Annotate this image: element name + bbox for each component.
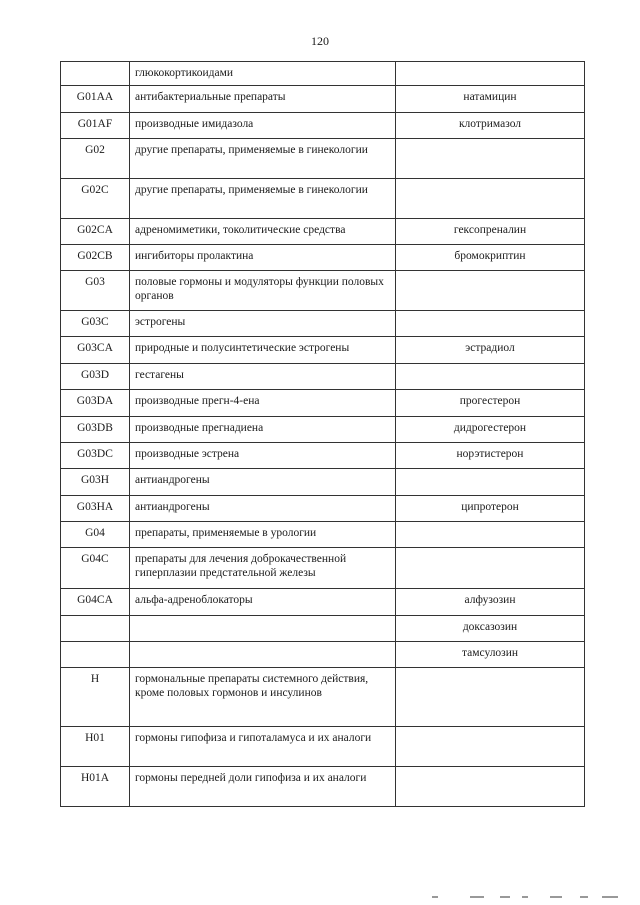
drug-cell: норэтистерон <box>396 443 585 469</box>
table-row <box>61 548 585 589</box>
drug-cell <box>396 311 585 337</box>
drug-cell: прогестерон <box>396 390 585 417</box>
table-row <box>61 616 585 642</box>
table-row <box>61 496 585 522</box>
code-cell: G04 <box>61 522 130 548</box>
name-cell: производные имидазола <box>130 113 396 139</box>
name-cell: производные прегн-4-ена <box>130 390 396 417</box>
code-cell: H01 <box>61 727 130 767</box>
name-cell: альфа-адреноблокаторы <box>130 589 396 616</box>
drug-cell <box>396 767 585 807</box>
code-cell: G04C <box>61 548 130 589</box>
table-row <box>61 417 585 443</box>
drug-cell: ципротерон <box>396 496 585 522</box>
drug-cell <box>396 469 585 496</box>
code-cell: G03DA <box>61 390 130 417</box>
code-cell: H <box>61 668 130 727</box>
drug-cell: бромокриптин <box>396 245 585 271</box>
code-cell: G03HA <box>61 496 130 522</box>
drug-cell <box>396 271 585 311</box>
table-row <box>61 767 585 807</box>
table-row <box>61 271 585 311</box>
name-cell: другие препараты, применяемые в гинекологии <box>130 179 396 219</box>
code-cell: G01AA <box>61 86 130 113</box>
drug-cell: алфузозин <box>396 589 585 616</box>
name-cell: препараты для лечения доброкачественной гиперплазии предстательной железы <box>130 548 396 589</box>
name-cell: ингибиторы пролактина <box>130 245 396 271</box>
name-cell: природные и полусинтетические эстрогены <box>130 337 396 364</box>
table-row <box>61 337 585 364</box>
drug-cell <box>396 179 585 219</box>
code-cell: G03H <box>61 469 130 496</box>
table-row <box>61 522 585 548</box>
code-cell <box>61 616 130 642</box>
drug-cell <box>396 139 585 179</box>
code-cell: G01AF <box>61 113 130 139</box>
code-cell: H01A <box>61 767 130 807</box>
code-cell: G02CB <box>61 245 130 271</box>
drug-cell <box>396 668 585 727</box>
code-cell: G02 <box>61 139 130 179</box>
name-cell: производные прегнадиена <box>130 417 396 443</box>
table-row <box>61 390 585 417</box>
code-cell: G04CA <box>61 589 130 616</box>
name-cell <box>130 642 396 668</box>
code-cell: G03D <box>61 364 130 390</box>
table-row <box>61 62 585 86</box>
name-cell: антиандрогены <box>130 496 396 522</box>
code-cell: G03 <box>61 271 130 311</box>
table-row <box>61 219 585 245</box>
code-cell: G03DC <box>61 443 130 469</box>
code-cell: G02C <box>61 179 130 219</box>
table-row <box>61 642 585 668</box>
name-cell: гормональные препараты системного действия, кроме половых гормонов и инсулинов <box>130 668 396 727</box>
drug-cell: дидрогестерон <box>396 417 585 443</box>
table-row <box>61 443 585 469</box>
name-cell: глюкокортикоидами <box>130 62 396 86</box>
drug-cell: тамсулозин <box>396 642 585 668</box>
name-cell: гормоны передней доли гипофиза и их аналоги <box>130 767 396 807</box>
name-cell: антиандрогены <box>130 469 396 496</box>
table-row <box>61 364 585 390</box>
name-cell: другие препараты, применяемые в гинекологии <box>130 139 396 179</box>
code-cell: G03CA <box>61 337 130 364</box>
name-cell: половые гормоны и модуляторы функции половых органов <box>130 271 396 311</box>
drug-cell <box>396 62 585 86</box>
code-cell <box>61 642 130 668</box>
name-cell: производные эстрена <box>130 443 396 469</box>
drug-classification-table <box>60 61 585 807</box>
drug-cell: гексопреналин <box>396 219 585 245</box>
page-number: 120 <box>311 34 329 48</box>
code-cell <box>61 62 130 86</box>
drug-cell: клотримазол <box>396 113 585 139</box>
code-cell: G03DB <box>61 417 130 443</box>
table-row <box>61 113 585 139</box>
name-cell: антибактериальные препараты <box>130 86 396 113</box>
scan-artifact-marks <box>430 893 630 901</box>
drug-cell: доксазозин <box>396 616 585 642</box>
code-cell: G02CA <box>61 219 130 245</box>
table-row <box>61 86 585 113</box>
name-cell: гормоны гипофиза и гипоталамуса и их аналоги <box>130 727 396 767</box>
drug-cell: эстрадиол <box>396 337 585 364</box>
table-row <box>61 245 585 271</box>
drug-cell <box>396 727 585 767</box>
table-row <box>61 469 585 496</box>
drug-cell <box>396 522 585 548</box>
table-body <box>61 62 585 807</box>
table-row <box>61 727 585 767</box>
drug-cell: натамицин <box>396 86 585 113</box>
table-row <box>61 179 585 219</box>
table-row <box>61 668 585 727</box>
drug-cell <box>396 364 585 390</box>
name-cell <box>130 616 396 642</box>
name-cell: эстрогены <box>130 311 396 337</box>
table-row <box>61 311 585 337</box>
drug-cell <box>396 548 585 589</box>
code-cell: G03C <box>61 311 130 337</box>
table-row <box>61 589 585 616</box>
name-cell: гестагены <box>130 364 396 390</box>
table-row <box>61 139 585 179</box>
name-cell: препараты, применяемые в урологии <box>130 522 396 548</box>
name-cell: адреномиметики, токолитические средства <box>130 219 396 245</box>
